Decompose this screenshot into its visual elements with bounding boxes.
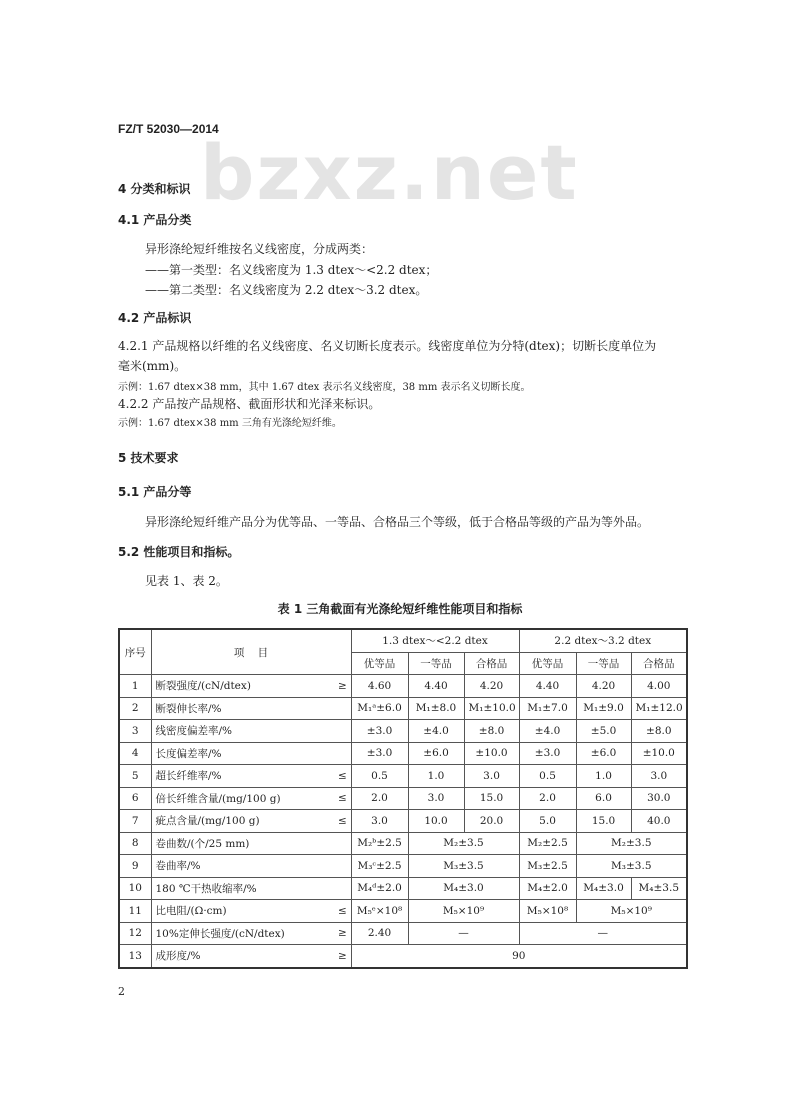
value-cell: ±3.0 bbox=[351, 720, 408, 743]
table-row bbox=[119, 855, 687, 878]
value-cell: M₁±10.0 bbox=[464, 697, 519, 720]
value-cell: 2.0 bbox=[351, 787, 408, 810]
value-cell: 30.0 bbox=[631, 787, 687, 810]
value-cell: 90 bbox=[351, 945, 687, 968]
comparison-symbol: ≤ bbox=[334, 765, 351, 788]
value-cell: M₄ᵈ±2.0 bbox=[351, 877, 408, 900]
value-cell: — bbox=[519, 922, 687, 945]
header-grade: 一等品 bbox=[408, 652, 464, 675]
list-item: ——第二类型：名义线密度为 2.2 dtex～3.2 dtex。 bbox=[145, 283, 428, 297]
value-cell: ±8.0 bbox=[631, 720, 687, 743]
value-cell: M₃±3.5 bbox=[576, 855, 687, 878]
paragraph: 4.2.2 产品按产品规格、截面形状和光泽来标识。 bbox=[118, 397, 381, 411]
value-cell: ±8.0 bbox=[464, 720, 519, 743]
value-cell: ±4.0 bbox=[519, 720, 576, 743]
item-name: 断裂强度/(cN/dtex) bbox=[151, 675, 334, 698]
value-cell: M₂ᵇ±2.5 bbox=[351, 832, 408, 855]
value-cell: ±3.0 bbox=[351, 742, 408, 765]
row-number: 4 bbox=[119, 742, 151, 765]
table-row bbox=[119, 787, 687, 810]
value-cell: 1.0 bbox=[576, 765, 631, 788]
comparison-symbol: ≥ bbox=[334, 945, 351, 968]
value-cell: M₅×10⁹ bbox=[408, 900, 519, 923]
value-cell: 15.0 bbox=[576, 810, 631, 833]
value-cell: 2.40 bbox=[351, 922, 408, 945]
value-cell: 15.0 bbox=[464, 787, 519, 810]
value-cell: 3.0 bbox=[351, 810, 408, 833]
value-cell: ±3.0 bbox=[519, 742, 576, 765]
header-grade: 一等品 bbox=[576, 652, 631, 675]
value-cell: ±10.0 bbox=[464, 742, 519, 765]
comparison-symbol: ≤ bbox=[334, 810, 351, 833]
row-number: 9 bbox=[119, 855, 151, 878]
performance-table bbox=[118, 628, 688, 969]
section-5-title: 5 技术要求 bbox=[118, 451, 179, 465]
table-row bbox=[119, 922, 687, 945]
row-number: 8 bbox=[119, 832, 151, 855]
comparison-symbol bbox=[334, 697, 351, 720]
item-name: 比电阻/(Ω·cm) bbox=[151, 900, 334, 923]
header-group-2: 2.2 dtex～3.2 dtex bbox=[519, 629, 687, 652]
value-cell: M₁±7.0 bbox=[519, 697, 576, 720]
header-grade: 优等品 bbox=[519, 652, 576, 675]
section-4-1-title: 4.1 产品分类 bbox=[118, 213, 192, 227]
value-cell: ±5.0 bbox=[576, 720, 631, 743]
comparison-symbol bbox=[334, 832, 351, 855]
value-cell: 20.0 bbox=[464, 810, 519, 833]
comparison-symbol: ≤ bbox=[334, 787, 351, 810]
header-grade: 合格品 bbox=[631, 652, 687, 675]
row-number: 1 bbox=[119, 675, 151, 698]
table-row bbox=[119, 765, 687, 788]
value-cell: M₃±2.5 bbox=[519, 855, 576, 878]
value-cell: M₂±3.5 bbox=[576, 832, 687, 855]
comparison-symbol: ≥ bbox=[334, 922, 351, 945]
value-cell: 3.0 bbox=[631, 765, 687, 788]
value-cell: M₅×10⁸ bbox=[519, 900, 576, 923]
header-group-1: 1.3 dtex～<2.2 dtex bbox=[351, 629, 519, 652]
page-number: 2 bbox=[118, 985, 125, 998]
standard-number: FZ/T 52030—2014 bbox=[118, 122, 219, 136]
item-name: 疵点含量/(mg/100 g) bbox=[151, 810, 334, 833]
value-cell: ±4.0 bbox=[408, 720, 464, 743]
section-4-2-title: 4.2 产品标识 bbox=[118, 311, 192, 325]
item-name: 线密度偏差率/% bbox=[151, 720, 334, 743]
comparison-symbol: ≥ bbox=[334, 675, 351, 698]
comparison-symbol bbox=[334, 720, 351, 743]
row-number: 2 bbox=[119, 697, 151, 720]
value-cell: 5.0 bbox=[519, 810, 576, 833]
row-number: 10 bbox=[119, 877, 151, 900]
value-cell: M₃±3.5 bbox=[408, 855, 519, 878]
value-cell: 3.0 bbox=[408, 787, 464, 810]
paragraph: 异形涤纶短纤维按名义线密度，分成两类： bbox=[145, 242, 374, 256]
item-name: 长度偏差率/% bbox=[151, 742, 334, 765]
value-cell: 40.0 bbox=[631, 810, 687, 833]
item-name: 成形度/% bbox=[151, 945, 334, 968]
table-row bbox=[119, 720, 687, 743]
header-no: 序号 bbox=[119, 629, 151, 675]
section-5-2-title: 5.2 性能项目和指标。 bbox=[118, 545, 240, 559]
value-cell: 4.40 bbox=[408, 675, 464, 698]
value-cell: ±6.0 bbox=[576, 742, 631, 765]
value-cell: M₂±2.5 bbox=[519, 832, 576, 855]
paragraph: 毫米(mm)。 bbox=[118, 359, 187, 373]
row-number: 13 bbox=[119, 945, 151, 968]
table-row bbox=[119, 675, 687, 698]
item-name: 断裂伸长率/% bbox=[151, 697, 334, 720]
watermark: bzxz.net bbox=[200, 128, 579, 217]
value-cell: 0.5 bbox=[519, 765, 576, 788]
item-name: 超长纤维率/% bbox=[151, 765, 334, 788]
value-cell: 10.0 bbox=[408, 810, 464, 833]
comparison-symbol bbox=[334, 877, 351, 900]
value-cell: 3.0 bbox=[464, 765, 519, 788]
paragraph: 4.2.1 产品规格以纤维的名义线密度、名义切断长度表示。线密度单位为分特(dtex)；切断长度单位为 bbox=[118, 339, 657, 353]
table-row bbox=[119, 945, 687, 968]
table-row bbox=[119, 877, 687, 900]
value-cell: — bbox=[408, 922, 519, 945]
value-cell: M₄±2.0 bbox=[519, 877, 576, 900]
table-row bbox=[119, 810, 687, 833]
header-item: 项 目 bbox=[151, 629, 351, 675]
list-item: ——第一类型：名义线密度为 1.3 dtex～<2.2 dtex； bbox=[145, 263, 438, 277]
example: 示例：1.67 dtex×38 mm，其中 1.67 dtex 表示名义线密度，38 mm 表示名义切断长度。 bbox=[118, 382, 531, 393]
value-cell: 1.0 bbox=[408, 765, 464, 788]
value-cell: M₅×10⁹ bbox=[576, 900, 687, 923]
value-cell: M₄±3.0 bbox=[408, 877, 519, 900]
item-name: 180 ℃干热收缩率/% bbox=[151, 877, 334, 900]
table-row bbox=[119, 900, 687, 923]
row-number: 12 bbox=[119, 922, 151, 945]
value-cell: 2.0 bbox=[519, 787, 576, 810]
value-cell: M₄±3.0 bbox=[576, 877, 631, 900]
table-row bbox=[119, 742, 687, 765]
header-grade: 优等品 bbox=[351, 652, 408, 675]
item-name: 卷曲率/% bbox=[151, 855, 334, 878]
value-cell: M₃ᶜ±2.5 bbox=[351, 855, 408, 878]
value-cell: 6.0 bbox=[576, 787, 631, 810]
table-row bbox=[119, 697, 687, 720]
row-number: 6 bbox=[119, 787, 151, 810]
row-number: 7 bbox=[119, 810, 151, 833]
value-cell: 4.00 bbox=[631, 675, 687, 698]
value-cell: M₁ᵃ±6.0 bbox=[351, 697, 408, 720]
value-cell: 4.20 bbox=[464, 675, 519, 698]
comparison-symbol bbox=[334, 742, 351, 765]
paragraph: 见表 1、表 2。 bbox=[145, 574, 228, 588]
value-cell: M₂±3.5 bbox=[408, 832, 519, 855]
value-cell: M₄±3.5 bbox=[631, 877, 687, 900]
value-cell: M₁±12.0 bbox=[631, 697, 687, 720]
value-cell: M₁±8.0 bbox=[408, 697, 464, 720]
item-name: 卷曲数/(个/25 mm) bbox=[151, 832, 334, 855]
item-name: 10%定伸长强度/(cN/dtex) bbox=[151, 922, 334, 945]
value-cell: ±6.0 bbox=[408, 742, 464, 765]
value-cell: 4.60 bbox=[351, 675, 408, 698]
row-number: 5 bbox=[119, 765, 151, 788]
value-cell: 0.5 bbox=[351, 765, 408, 788]
paragraph: 异形涤纶短纤维产品分为优等品、一等品、合格品三个等级，低于合格品等级的产品为等外品。 bbox=[145, 515, 650, 529]
example: 示例：1.67 dtex×38 mm 三角有光涤纶短纤维。 bbox=[118, 418, 342, 429]
row-number: 3 bbox=[119, 720, 151, 743]
table-row bbox=[119, 832, 687, 855]
table-caption: 表 1 三角截面有光涤纶短纤维性能项目和指标 bbox=[277, 602, 523, 616]
table-header-row bbox=[119, 629, 687, 652]
value-cell: 4.40 bbox=[519, 675, 576, 698]
section-4-title: 4 分类和标识 bbox=[118, 182, 191, 196]
value-cell: M₅ᵉ×10⁸ bbox=[351, 900, 408, 923]
row-number: 11 bbox=[119, 900, 151, 923]
comparison-symbol bbox=[334, 855, 351, 878]
item-name: 倍长纤维含量/(mg/100 g) bbox=[151, 787, 334, 810]
value-cell: 4.20 bbox=[576, 675, 631, 698]
header-grade: 合格品 bbox=[464, 652, 519, 675]
value-cell: M₁±9.0 bbox=[576, 697, 631, 720]
comparison-symbol: ≤ bbox=[334, 900, 351, 923]
section-5-1-title: 5.1 产品分等 bbox=[118, 485, 192, 499]
value-cell: ±10.0 bbox=[631, 742, 687, 765]
